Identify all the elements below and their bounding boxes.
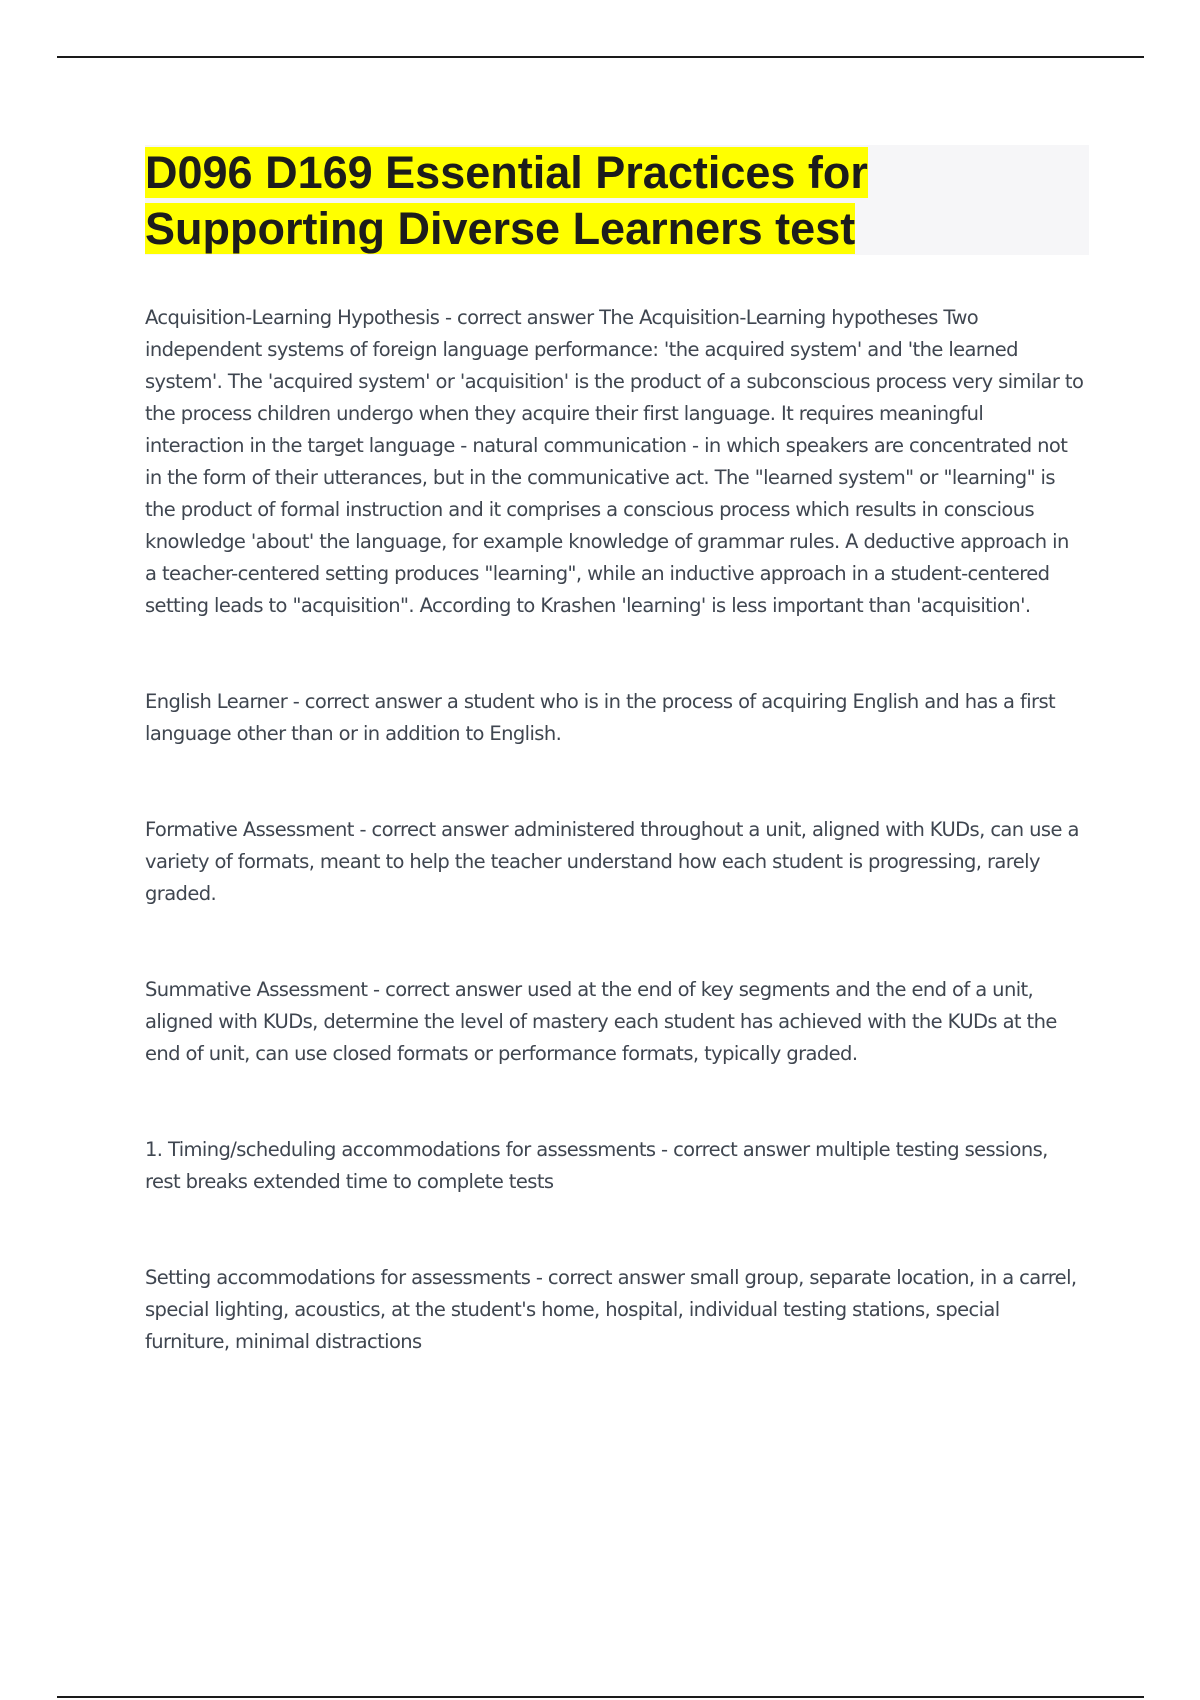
page-title-line-1: D096 D169 Essential Practices for	[145, 147, 868, 198]
entry-list	[145, 302, 1085, 1358]
top-rule	[57, 56, 1144, 58]
entry-english-learner: English Learner - correct answer a student who is in the process of acquiring English and has a first language other than or in addition to English.	[145, 690, 1056, 745]
entry-timing-accommodations: 1. Timing/scheduling accommodations for assessments - correct answer multiple testing sessions, rest breaks extended time to complete tests	[145, 1138, 1048, 1193]
page-title	[145, 145, 1089, 257]
entry-summative-assessment: Summative Assessment - correct answer used at the end of key segments and the end of a unit, aligned with KUDs, determine the level of mastery each student has achieved with the KUDs at the end of unit, can use closed formats or performance formats, typically graded.	[145, 978, 1057, 1065]
entry-setting-accommodations: Setting accommodations for assessments - correct answer small group, separate location, in a carrel, special lighting, acoustics, at the student's home, hospital, individual testing stations, special furniture, minimal distractions	[145, 1266, 1077, 1353]
page-title-line-2: Supporting Diverse Learners test	[145, 203, 856, 254]
entry-acquisition-learning-hypothesis: Acquisition-Learning Hypothesis - correct answer The Acquisition-Learning hypotheses Two independent systems of foreign language performance: 'the acquired system' and 'the learned system'. The 'acquired system' or 'acquisition' is the product of a subconscious process very similar to the process children undergo when they acquire their first language. It requires meaningful interaction in the target language - natural communication - in which speakers are concentrated not in the form of their utterances, but in the communicative act. The "learned system" or "learning" is the product of formal instruction and it comprises a conscious process which results in conscious knowledge 'about' the language, for example knowledge of grammar rules. A deductive approach in a teacher-centered setting produces "learning", while an inductive approach in a student-centered setting leads to "acquisition". According to Krashen 'learning' is less important than 'acquisition'.	[145, 306, 1084, 617]
title-block	[145, 145, 1089, 255]
entry-formative-assessment: Formative Assessment - correct answer administered throughout a unit, aligned with KUDs, can use a variety of formats, meant to help the teacher understand how each student is progressing, rarely graded.	[145, 818, 1079, 905]
bottom-rule	[57, 1696, 1144, 1698]
